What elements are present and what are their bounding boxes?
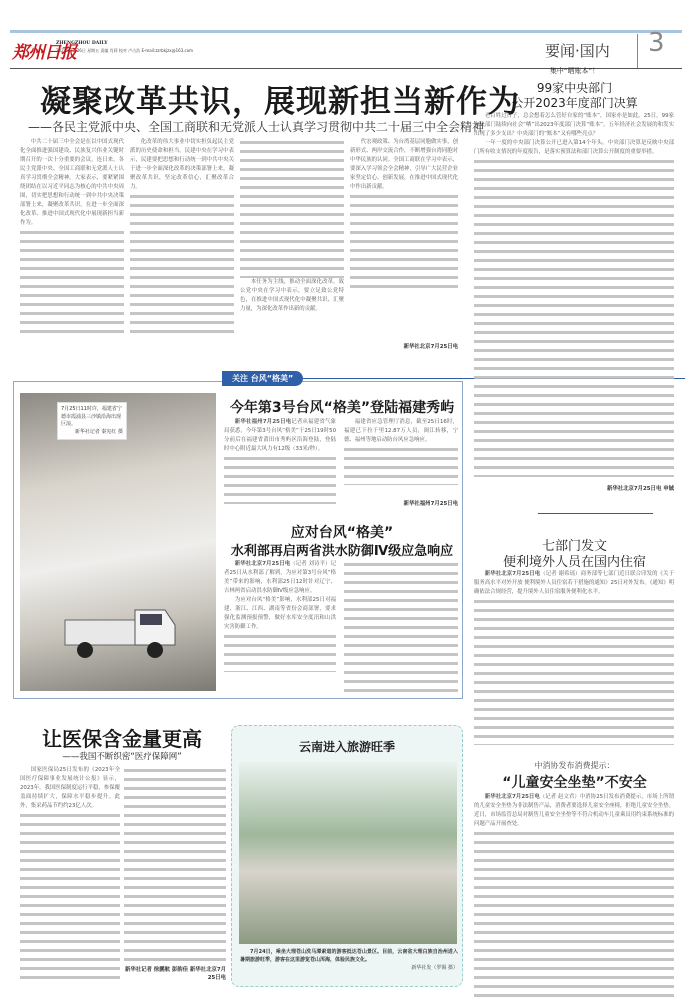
divider [637,34,638,68]
section-name: 要闻·国内 [545,42,610,60]
housing-body [474,570,674,745]
lead-column-1 [20,138,124,338]
dateline: 新华社北京7月25日电 [234,561,291,567]
lead-subhead: ——各民主党派中央、全国工商联和无党派人士认真学习贯彻中共二十届三中全会精神 [28,120,485,134]
body-text-lines [224,454,336,504]
caption-text: 7月25日11时许，福建省宁德市霞浦县三沙镇沿海出现巨浪。 [61,406,122,427]
lead-column-2 [130,138,234,338]
budget-kicker: 集中“晒账本”！ [549,67,600,75]
yunnan-photo [239,762,457,944]
lead-headline: 凝聚改革共识，展现新担当新作为 [40,84,520,120]
paragraph: 记者从福建省气象局获悉，今年第3号台风“格美”于25日19时50分前后在福建省莆田市秀屿区沿海登陆，登陆时中心附近最大风力有12级（33米/秒）。 [224,419,336,452]
body-text-lines [474,829,674,999]
dateline: 新华社福州7月25日电 [234,419,292,425]
budget-byline: 新华社北京7月25日电 申铖 [606,486,674,492]
flood-story-col-2 [344,560,458,694]
typhoon-byline: 新华社福州7月25日电 [403,501,458,507]
lead-column-3 [240,138,344,338]
paragraph: （记者 谢希瑶）商务部等七部门近日联合印发的《关于服务高水平对外开放 便利境外人员住宿若干措施的通知》25日对外发布。《通知》明确依法合规经营，提升境外人员住宿服务便利化水平。 [474,571,674,595]
paragraph: 本任务为主线，推动全面深化改革。致公党中央在学习中表示，要立足致公党特色，在推进中国式现代化中凝聚共识、汇聚力量，为深化改革作出新的贡献。 [240,279,344,312]
budget-headline-1: 99家中央部门 [536,81,613,95]
paragraph: 化改革的伟大事业中切实担负起民主党派的历史使命和担当。民建中央在学习中表示，民建要把思想和行动统一到中共中央关于进一步全面深化改革的决策部署上来，凝聚改革共识，坚定改革信心，汇聚改革合力。 [130,139,234,190]
paragraph: （记者 赵文君）中消协25日发布消费提示，市场上所谓的儿童安全坐垫为非法制售产品，消费者要选择儿童安全座椅，拒绝儿童安全坐垫。近日，市场监管总局对制售儿童安全坐垫等不符合机动车儿童乘员用约束系统标准的问题产品开展查处。 [474,794,674,827]
body-text-lines [130,192,234,338]
body-text-lines [350,192,458,292]
photo-credit: 新华社发（罗锡 摄） [411,965,458,971]
paragraph: 国家医保局25日发布的《2023年全国医疗保障事业发展统计公报》显示，2023年，我国医保制度运行平稳，参保覆盖面持续扩大，保障水平稳步提升。此外，集采药品节约约23亿人次。 [20,767,120,809]
medical-col-2 [124,766,226,962]
paragraph: 一年一度的中央部门决算公开已进入第14个年头。中央部门决算是反映中央部门所有收支情况的年度报告，是落实预算法和部门决算公开制度的重要举措。 [474,140,674,155]
dateline: 新华社北京7月25日电 [484,571,541,577]
yunnan-caption [240,948,458,972]
page-number: 3 [648,28,665,58]
paragraph: （记者 刘诗平）记者25日从水利部了解到，为应对第3号台风“格美”带来的影响，水利部25日12时针对辽宁、吉林两省启动洪水防御Ⅳ级应急响应。 [224,561,336,594]
typhoon-story-col-1 [224,418,336,506]
dateline: 2024年7月26日 星期五 责编 肖莉 校对 卢占浩 E-mail:zzrbkjzx@163.com [56,48,194,53]
consumer-headline: “儿童安全坐垫”不安全 [502,775,647,791]
housing-headline-1: 七部门发文 [541,539,607,554]
flood-headline-2: 水利部再启两省洪水防御Ⅳ级应急响应 [230,544,454,559]
typhoon-story-col-2 [344,418,458,498]
body-text-lines [20,228,124,338]
newspaper-logo: 郑州日报 [12,43,76,63]
caption-text: 7月24日，乘坐大理苍山洗马潭索道的游客抵达苍山景区。目前，云南省大理白族自治州进入暑期旅游旺季，游客在这里游览苍山洱海，体验民族文化。 [240,949,458,963]
paragraph: 代宏观政策、为台湾基层同胞做实事，创新形式、两岸交流合作，不断增强台湾同胞对中华民族的认同。全国工商联在学习中表示，要深入学习领会全会精神，引导广大民营企业家坚定信心、创新发展，在推进中国式现代化中作出新贡献。 [350,139,458,190]
paragraph: 为应对台风“格美”影响，水利部25日对福建、浙江、江西、湖南等省份会商部署，要求强化监测预报预警，做好水库安全度汛和山洪灾害防御工作。 [224,597,336,630]
paragraph: 中共二十届三中全会是在以中国式现代化全面推进强国建设、民族复兴伟业关键时期召开的一次十分重要的会议。连日来，各民主党派中央、全国工商联和无党派人士认真学习贯彻全会精神。大家表示，要紧紧围绕团结在以习近平同志为核心的中共中央周围，切实把思想和行动统一到中共中央决策部署上来，凝聚改革共识，在进一步全面深化改革、推进中国式现代化中展现新担当新作为。 [20,139,124,226]
consumer-body [474,793,674,999]
dateline: 新华社北京7月25日电 [484,794,540,800]
truck-image [60,590,180,665]
english-name: ZHENGZHOU DAILY [56,41,108,46]
body-text-lines [224,632,336,672]
photo-credit: 新华社记者 秦宪红 摄 [74,428,123,435]
topic-label: 关注 台风“格美” [222,371,303,386]
budget-headline-2: 公开2023年度部门决算 [511,96,638,110]
flood-headline-1: 应对台风“格美” [290,525,394,541]
medical-col-1 [20,766,120,991]
body-text-lines [20,811,120,981]
lead-column-4 [350,138,458,338]
typhoon-headline: 今年第3号台风“格美”登陆福建秀屿 [229,400,455,416]
top-rule [10,30,682,33]
housing-headline-2: 便利境外人员在国内住宿 [502,555,646,570]
flood-story-col-1 [224,560,336,694]
medical-subhead: ——我国不断织密“医疗保障网” [62,752,182,762]
paragraph: 福建省应急管理厅消息，截至25日16时，福建已下拉千里12.87万人员，闽江转移，宁德、福州等地启动防台风应急响应。 [344,419,458,443]
body-text-lines [474,597,674,745]
lead-byline: 新华社北京7月25日电 [403,344,458,350]
medical-headline: 让医保含金量更高 [42,727,202,751]
medical-byline: 新华社记者 徐鹏航 彭韵佳 新华社北京7月25日电 [124,967,226,981]
consumer-kicker: 中消协发布消费提示： [534,761,615,770]
photo-caption [57,402,127,440]
body-text-lines [344,445,458,485]
body-text-lines [240,138,344,278]
divider [538,513,653,514]
budget-body [474,112,674,482]
body-text-lines [474,157,674,477]
paragraph: 老百姓过日子，总会想着怎么管好自家的“账本”，国家亦是如此。25日，99家中央部门陆续向社会“晒”出2023年度部门决算“账本”。五年经济社会发展的和发实出现了多少支出？中央部门的“账本”又有哪些亮点？ [474,113,674,137]
yunnan-title: 云南进入旅游旺季 [298,740,395,754]
